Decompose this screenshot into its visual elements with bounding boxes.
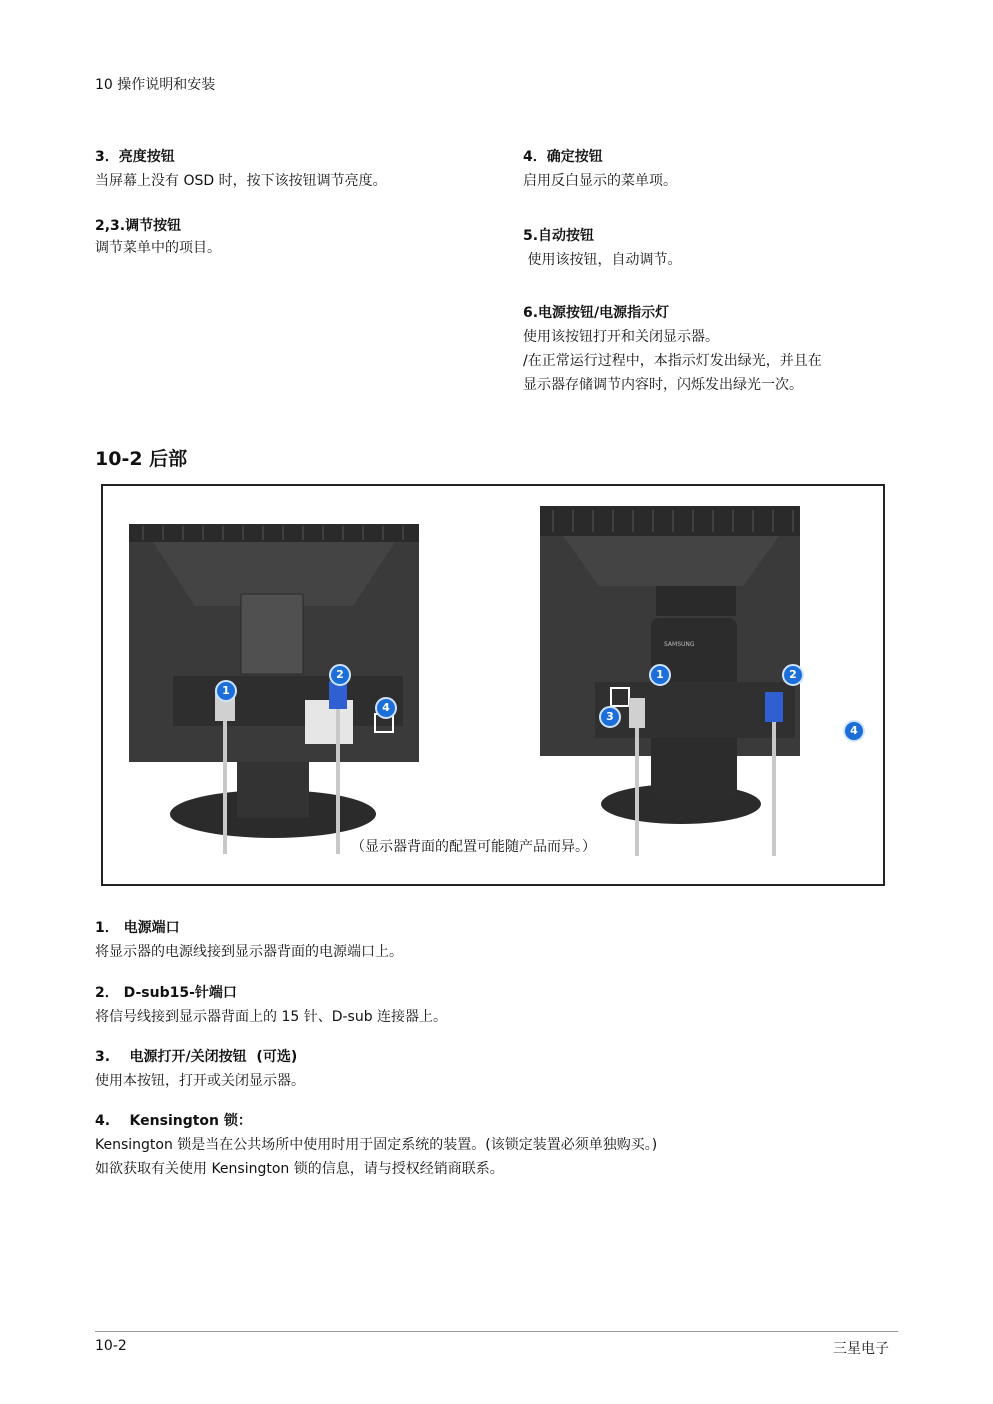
- item-text: 使用该按钮，自动调节。: [523, 252, 682, 268]
- page-number: 10-2: [95, 1338, 127, 1354]
- figure-caption: （显示器背面的配置可能随产品而异。）: [349, 836, 598, 856]
- item-title: 3. 电源打开/关闭按钮 (可选): [95, 1049, 298, 1065]
- footer-divider: [95, 1331, 898, 1332]
- item-dsub-port: [95, 982, 447, 1029]
- item-title: 4．确定按钮: [523, 149, 603, 165]
- item-title: 6.电源按钮/电源指示灯: [523, 305, 670, 321]
- left-marker-2: 2: [329, 664, 351, 686]
- top-left-item-brightness: [95, 146, 387, 193]
- item-text: 如欲获取有关使用 Kensington 锁的信息，请与授权经销商联系。: [95, 1161, 504, 1177]
- right-marker-3: 3: [599, 706, 621, 728]
- item-text: 使用该按钮打开和关闭显示器。: [523, 329, 719, 345]
- top-right-item-confirm: [523, 146, 677, 193]
- item-text: 当屏幕上没有 OSD 时，按下该按钮调节亮度。: [95, 173, 387, 189]
- item-text: 使用本按钮，打开或关闭显示器。: [95, 1073, 305, 1089]
- item-power-port: [95, 917, 403, 964]
- left-marker-4: 4: [375, 697, 397, 719]
- running-header: 10 操作说明和安装: [95, 77, 216, 93]
- item-title: 3．亮度按钮: [95, 149, 175, 165]
- right-marker-1: 1: [649, 664, 671, 686]
- item-text: 启用反白显示的菜单项。: [523, 173, 677, 189]
- item-title: 1． 电源端口: [95, 920, 180, 936]
- top-left-item-adjust: [95, 215, 221, 260]
- item-text: 调节菜单中的项目。: [95, 240, 221, 256]
- item-text: 将显示器的电源线接到显示器背面的电源端口上。: [95, 944, 403, 960]
- left-monitor-image: [129, 524, 419, 854]
- item-title: 4. Kensington 锁：: [95, 1113, 252, 1129]
- top-right-item-auto: [523, 225, 681, 272]
- rear-view-figure: [101, 484, 885, 886]
- right-marker-4: 4: [843, 720, 865, 742]
- item-kensington-lock: [95, 1110, 657, 1181]
- item-text: /在正常运行过程中，本指示灯发出绿光，并且在: [523, 353, 822, 369]
- item-text: 显示器存储调节内容时，闪烁发出绿光一次。: [523, 377, 803, 393]
- left-marker-1: 1: [215, 680, 237, 702]
- item-title: 2,3.调节按钮: [95, 218, 182, 234]
- right-marker-2: 2: [782, 664, 804, 686]
- item-text: 将信号线接到显示器背面上的 15 针、D-sub 连接器上。: [95, 1009, 448, 1025]
- item-title: 2． D-sub15-针端口: [95, 985, 237, 1001]
- company-name: 三星电子: [833, 1341, 889, 1357]
- item-power-switch: [95, 1046, 305, 1093]
- top-right-item-power: [523, 302, 822, 397]
- item-text: Kensington 锁是当在公共场所中使用时用于固定系统的装置。(该锁定装置必须单独购买。): [95, 1137, 658, 1153]
- section-title: 10-2 后部: [95, 448, 188, 470]
- item-title: 5.自动按钮: [523, 228, 595, 244]
- brand-label: SAMSUNG: [664, 641, 695, 648]
